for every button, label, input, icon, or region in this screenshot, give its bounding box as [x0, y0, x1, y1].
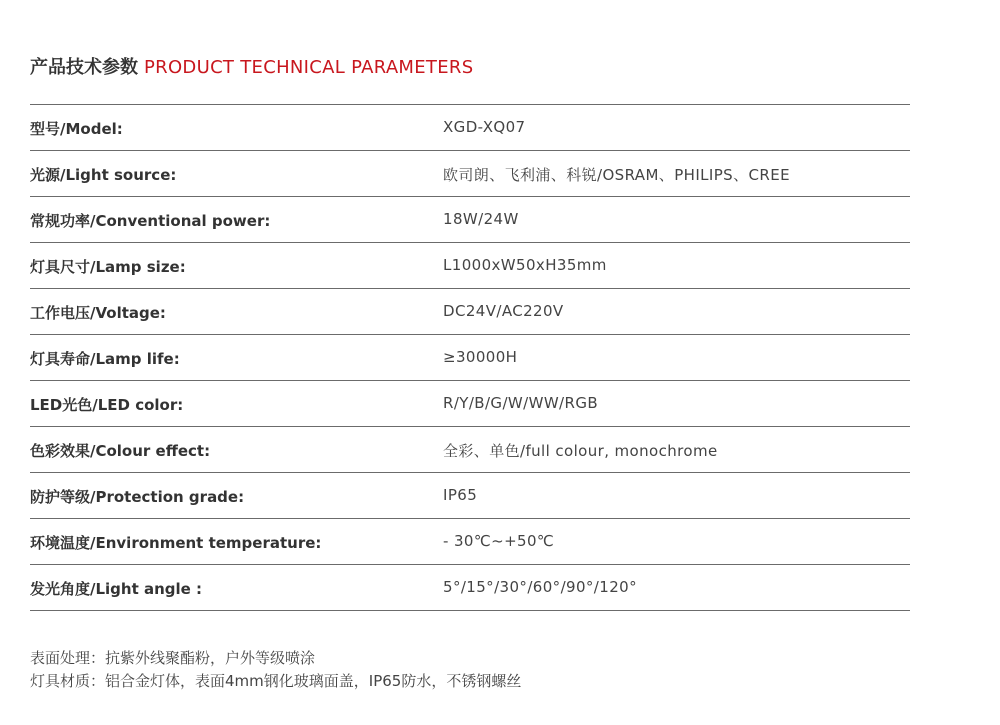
- param-value: 18W/24W: [443, 210, 519, 228]
- param-label: 灯具尺寸/Lamp size:: [30, 258, 186, 276]
- param-value: ≥30000H: [443, 348, 518, 366]
- section-heading: [30, 56, 473, 80]
- param-value: DC24V/AC220V: [443, 302, 564, 320]
- param-row-colour-effect: [30, 426, 910, 472]
- param-row-light-source: [30, 150, 910, 196]
- param-label: 工作电压/Voltage:: [30, 304, 166, 322]
- param-label: 防护等级/Protection grade:: [30, 488, 245, 506]
- param-value: 欧司朗、飞利浦、科锐/OSRAM、PHILIPS、CREE: [443, 166, 790, 184]
- param-label: 色彩效果/Colour effect:: [30, 442, 211, 460]
- param-value: 5°/15°/30°/60°/90°/120°: [443, 578, 637, 596]
- param-value: IP65: [443, 486, 478, 504]
- param-row-power: [30, 196, 910, 242]
- param-value: 全彩、单色/full colour, monochrome: [443, 442, 718, 460]
- param-row-light-angle: [30, 564, 910, 611]
- heading-chinese: 产品技术参数: [30, 57, 138, 78]
- param-label: 光源/Light source:: [30, 166, 177, 184]
- heading-english: PRODUCT TECHNICAL PARAMETERS: [144, 57, 474, 78]
- note-lamp-material: 灯具材质：铝合金灯体，表面4mm钢化玻璃面盖，IP65防水，不锈钢螺丝: [30, 672, 522, 690]
- product-notes: [30, 647, 521, 693]
- param-row-environment-temperature: [30, 518, 910, 564]
- param-value: R/Y/B/G/W/WW/RGB: [443, 394, 599, 412]
- param-value: XGD-XQ07: [443, 118, 526, 136]
- param-label: 型号/Model:: [30, 120, 123, 138]
- param-row-voltage: [30, 288, 910, 334]
- param-label: 发光角度/Light angle :: [30, 580, 203, 598]
- param-row-lamp-size: [30, 242, 910, 288]
- param-label: 环境温度/Environment temperature:: [30, 534, 322, 552]
- param-row-lamp-life: [30, 334, 910, 380]
- param-row-led-color: [30, 380, 910, 426]
- parameters-table: [30, 104, 910, 611]
- param-row-model: [30, 104, 910, 150]
- param-row-protection-grade: [30, 472, 910, 518]
- param-value: - 30℃~+50℃: [443, 532, 555, 550]
- param-value: L1000xW50xH35mm: [443, 256, 607, 274]
- note-surface-treatment: 表面处理：抗紫外线聚酯粉，户外等级喷涂: [30, 649, 316, 667]
- param-label: LED光色/LED color:: [30, 396, 184, 414]
- param-label: 灯具寿命/Lamp life:: [30, 350, 180, 368]
- param-label: 常规功率/Conventional power:: [30, 212, 271, 230]
